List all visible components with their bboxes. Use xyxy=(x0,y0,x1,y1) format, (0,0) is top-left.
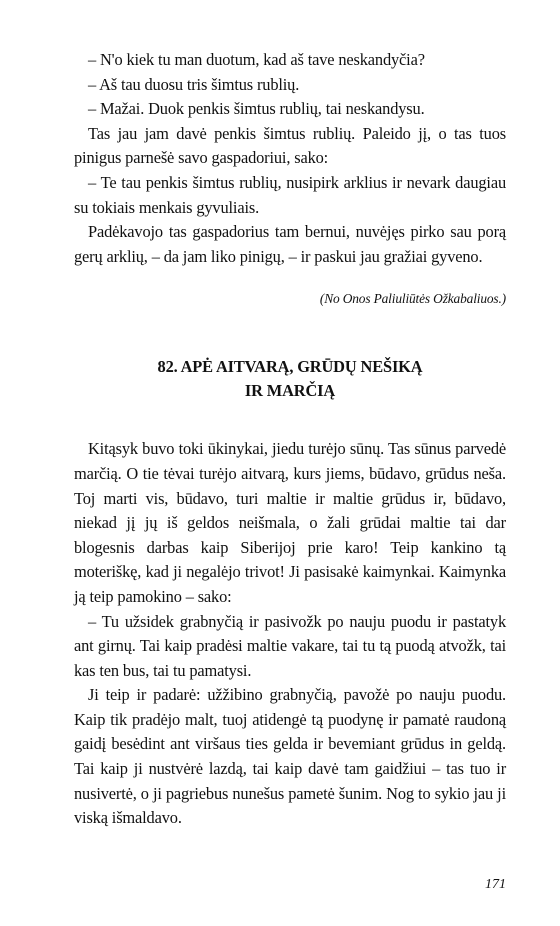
paragraph: – N'o kiek tu man duotum, kad aš tave neskandyčia? xyxy=(88,50,425,69)
heading-line-1: 82. APĖ AITVARĄ, GRŪDŲ NEŠIKĄ xyxy=(157,357,423,377)
book-page xyxy=(74,48,506,831)
story-body xyxy=(74,437,506,831)
paragraph: – Te tau penkis šimtus rublių, nusipirk arklius ir nevark daugiau su tokiais menkais gyvuliais. xyxy=(74,172,506,217)
story-ending xyxy=(74,48,506,309)
paragraph: – Mažai. Duok penkis šimtus rublių, tai neskandysu. xyxy=(88,99,425,119)
paragraph: Tas jau jam davė penkis šimtus rublių. Paleido jį, o tas tuos pinigus parnešė savo gaspadoriui, sako: xyxy=(74,123,506,168)
paragraph: Kitąsyk buvo toki ūkinykai, jiedu turėjo sūnų. Tas sūnus parvedė marčią. O tie tėvai turėjo aitvarą, kurs jiems, būdavo, grūdus neša. Toj marti vis, būdavo, turi maltie ir maltie grūdus ir, būdavo, niekad jį jų iš geldos neišmala, o žali grūdai maltie tai dar blogesnis darbas kaip Siberijoj prie karo! Teip kankino tą moteriškę, kad ji negalėjo trivot! Ji pasisakė kaimynkai. Kaimynka ją teip pamokino – sako: xyxy=(74,439,506,606)
paragraph: – Tu užsidek grabnyčią ir pasivožk po nauju puodu ir pastatyk ant girnų. Tai kaip pradėsi maltie vakare, tai tu tą puodą atvožk, tai kas ten bus, tai tu pamatysi. xyxy=(74,611,506,680)
story-heading xyxy=(74,355,506,403)
paragraph: Ji teip ir padarė: užžibino grabnyčią, pavožė po nauju puodu. Kaip tik pradėjo malt, tuoj atidengė tą puodynę ir pamatė raudoną gaidį besėdint ant viršaus ties gelda ir bevemiant grūdus in geldą. Tai kaip ji nustvėrė lazdą, tai kaip davė tam gaidžiui – tas tuo ir nusivertė, o ji pagriebus nunešus pametė šunim. Nog to sykio jau ji viską išmaldavo. xyxy=(74,685,506,828)
page-number: 171 xyxy=(485,877,506,892)
paragraph: – Aš tau duosu tris šimtus rublių. xyxy=(88,74,300,94)
paragraph: Padėkavojo tas gaspadorius tam bernui, nuvėjęs pirko sau porą gerų arklių, – da jam liko pinigų, – ir paskui jau gražiai gyveno. xyxy=(74,222,506,266)
heading-line-2: IR MARČIĄ xyxy=(244,381,336,401)
source-attribution: (No Onos Paliuliūtės Ožkabaliuos.) xyxy=(319,291,506,307)
